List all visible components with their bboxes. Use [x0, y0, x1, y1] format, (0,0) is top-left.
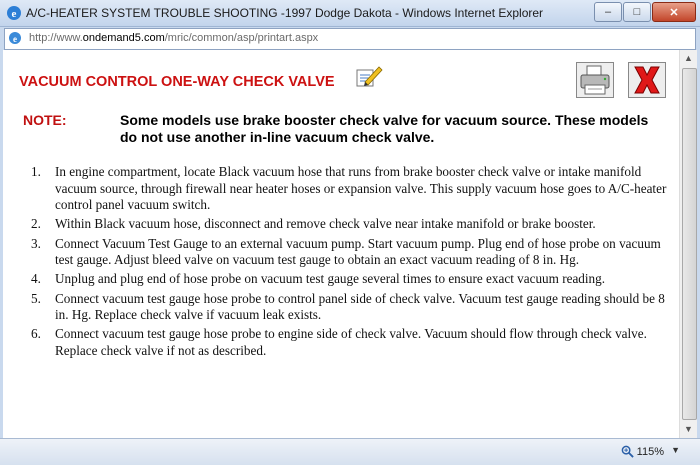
list-item — [3, 271, 679, 288]
step-number: 4. — [31, 271, 41, 287]
window-title: A/C-HEATER SYSTEM TROUBLE SHOOTING -1997 Dodge Dakota - Windows Internet Explorer — [26, 6, 544, 20]
step-text: In engine compartment, locate Black vacuum hose that runs from brake booster check valve or intake manifold vacuum source, through firewall near heater hoses or expansion valve. This supply vacuum hose goes to A/C-heater control panel vacuum switch. — [55, 164, 667, 213]
step-text: Connect Vacuum Test Gauge to an external vacuum pump. Start vacuum pump. Plug end of hose probe on vacuum test gauge. Adjust bleed valve on vacuum test gauge to obtain an exact vacuum reading of 8 in. Hg. — [55, 235, 661, 268]
list-item — [3, 164, 679, 214]
maximize-button[interactable]: □ — [623, 2, 651, 22]
minimize-button[interactable]: – — [594, 2, 622, 22]
zoom-icon — [621, 445, 634, 458]
chevron-down-icon[interactable]: ▼ — [671, 445, 680, 455]
step-text: Within Black vacuum hose, disconnect and remove check valve near intake manifold or brake booster. — [55, 216, 596, 232]
scroll-thumb[interactable] — [682, 68, 697, 420]
printer-icon — [577, 63, 613, 97]
step-number: 1. — [31, 164, 41, 179]
url-domain: ondemand5.com — [82, 32, 165, 44]
step-text: Unplug and plug end of hose probe on vacuum test gauge several times to ensure exact vacuum reading. — [55, 271, 606, 287]
note-label: NOTE: — [23, 112, 67, 128]
status-bar — [0, 438, 700, 465]
step-text: Connect vacuum test gauge hose probe to control panel side of check valve. Vacuum test gauge reading should be 8 in. Hg. Replace check valve if vacuum leak exists. — [55, 290, 665, 323]
step-number: 5. — [31, 290, 41, 306]
close-x-icon — [629, 63, 665, 97]
close-article-button[interactable] — [628, 62, 666, 98]
list-item — [3, 326, 679, 359]
url-prefix: http://www. — [29, 32, 83, 44]
step-number: 6. — [31, 326, 41, 342]
ie-icon — [6, 5, 22, 21]
step-number: 2. — [31, 216, 41, 232]
note-text: Some models use brake booster check valve for vacuum source. These models do not use another in-line vacuum check valve. — [120, 112, 649, 145]
close-window-button[interactable]: ✕ — [652, 2, 696, 22]
procedure-steps — [3, 164, 679, 362]
step-text: Connect vacuum test gauge hose probe to engine side of check valve. Vacuum should flow through check valve. Replace check valve if not as described. — [55, 326, 647, 358]
svg-text:e: e — [13, 34, 17, 44]
list-item — [3, 291, 679, 324]
page-content — [3, 50, 679, 438]
step-number: 3. — [31, 235, 41, 251]
edit-note-icon — [355, 64, 383, 88]
page-heading: VACUUM CONTROL ONE-WAY CHECK VALVE — [19, 74, 335, 90]
zoom-control[interactable] — [621, 445, 664, 458]
list-item — [3, 236, 679, 269]
zoom-level: 115% — [636, 445, 664, 458]
address-bar[interactable] — [4, 28, 696, 50]
vertical-scrollbar[interactable] — [679, 50, 697, 438]
svg-text:e: e — [11, 8, 17, 20]
title-bar — [0, 0, 700, 27]
url-path: /mric/common/asp/printart.aspx — [164, 32, 319, 44]
list-item — [3, 216, 679, 233]
scroll-down-icon[interactable]: ▼ — [684, 424, 693, 434]
window-controls — [593, 2, 696, 22]
page-icon — [8, 31, 22, 45]
print-button[interactable] — [576, 62, 614, 98]
scroll-up-icon[interactable]: ▲ — [684, 53, 693, 63]
url-text — [29, 32, 318, 44]
